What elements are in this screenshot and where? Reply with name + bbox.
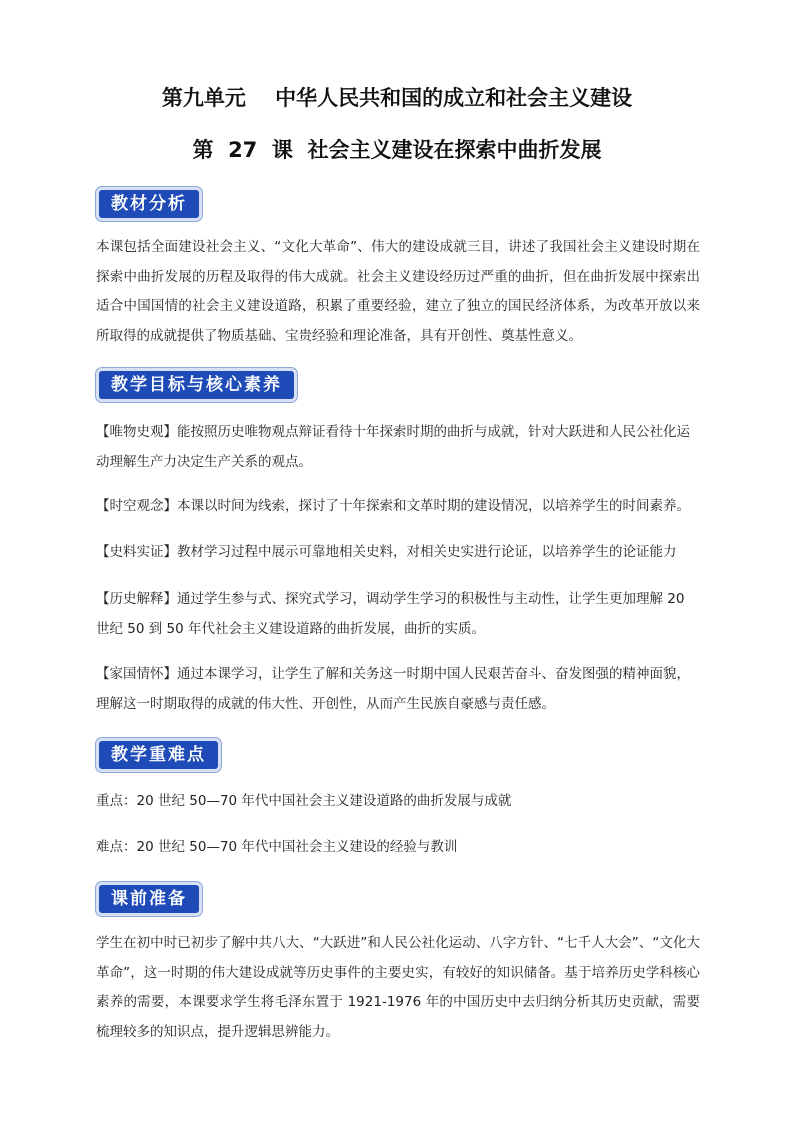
goal-evidence: 【史料实证】教材学习过程中展示可靠地相关史料，对相关史实进行论证，以培养学生的论证能力	[96, 544, 677, 560]
goal-materialism: 【唯物史观】能按照历史唯物观点辩证看待十年探索时期的曲折与成就，针对大跃进和人民公社化运动理解生产力决定生产关系的观点。	[96, 424, 690, 470]
unit-title: 第九单元 中华人民共和国的成立和社会主义建设	[161, 86, 633, 110]
key-difficulty: 难点：20 世纪 50—70 年代中国社会主义建设的经验与教训	[96, 839, 458, 855]
section-heading-goals: 教学目标与核心素养	[96, 368, 297, 402]
section-heading-analysis: 教材分析	[96, 187, 202, 221]
goal-patriotism: 【家国情怀】通过本课学习，让学生了解和关务这一时期中国人民艰苦奋斗、奋发图强的精神面貌，理解这一时期取得的成就的伟大性、开创性，从而产生民族自豪感与责任感。	[96, 666, 690, 712]
lesson-title: 第 27 课 社会主义建设在探索中曲折发展	[192, 138, 602, 162]
goal-time-space: 【时空观念】本课以时间为线索，探讨了十年探索和文革时期的建设情况，以培养学生的时间素养。	[96, 498, 690, 514]
analysis-paragraph: 本课包括全面建设社会主义、“文化大革命”、伟大的建设成就三目，讲述了我国社会主义建设时期在探索中曲折发展的历程及取得的伟大成就。社会主义建设经历过严重的曲折，但在曲折发展中探索出适合中国国情的社会主义建设道路，积累了重要经验，建立了独立的国民经济体系，为改革开放以来所取得的成就提供了物质基础、宝贵经验和理论准备，具有开创性、奠基性意义。	[96, 239, 700, 344]
section-heading-preparation: 课前准备	[96, 882, 202, 916]
goal-interpretation: 【历史解释】通过学生参与式、探究式学习，调动学生学习的积极性与主动性，让学生更加理解 20 世纪 50 到 50 年代社会主义建设道路的曲折发展，曲折的实质。	[96, 591, 685, 637]
key-focus: 重点：20 世纪 50—70 年代中国社会主义建设道路的曲折发展与成就	[96, 793, 512, 809]
section-heading-key-points: 教学重难点	[96, 738, 221, 772]
preparation-paragraph: 学生在初中时已初步了解中共八大、“大跃进”和人民公社化运动、八字方针、“七千人大会”、“文化大革命”，这一时期的伟大建设成就等历史事件的主要史实，有较好的知识储备。基于培养历史学科核心素养的需要，本课要求学生将毛泽东置于 1921-1976 年的中国历史中去归纳分析其历史贡献，需要梳理较多的知识点，提升逻辑思辨能力。	[96, 935, 700, 1040]
